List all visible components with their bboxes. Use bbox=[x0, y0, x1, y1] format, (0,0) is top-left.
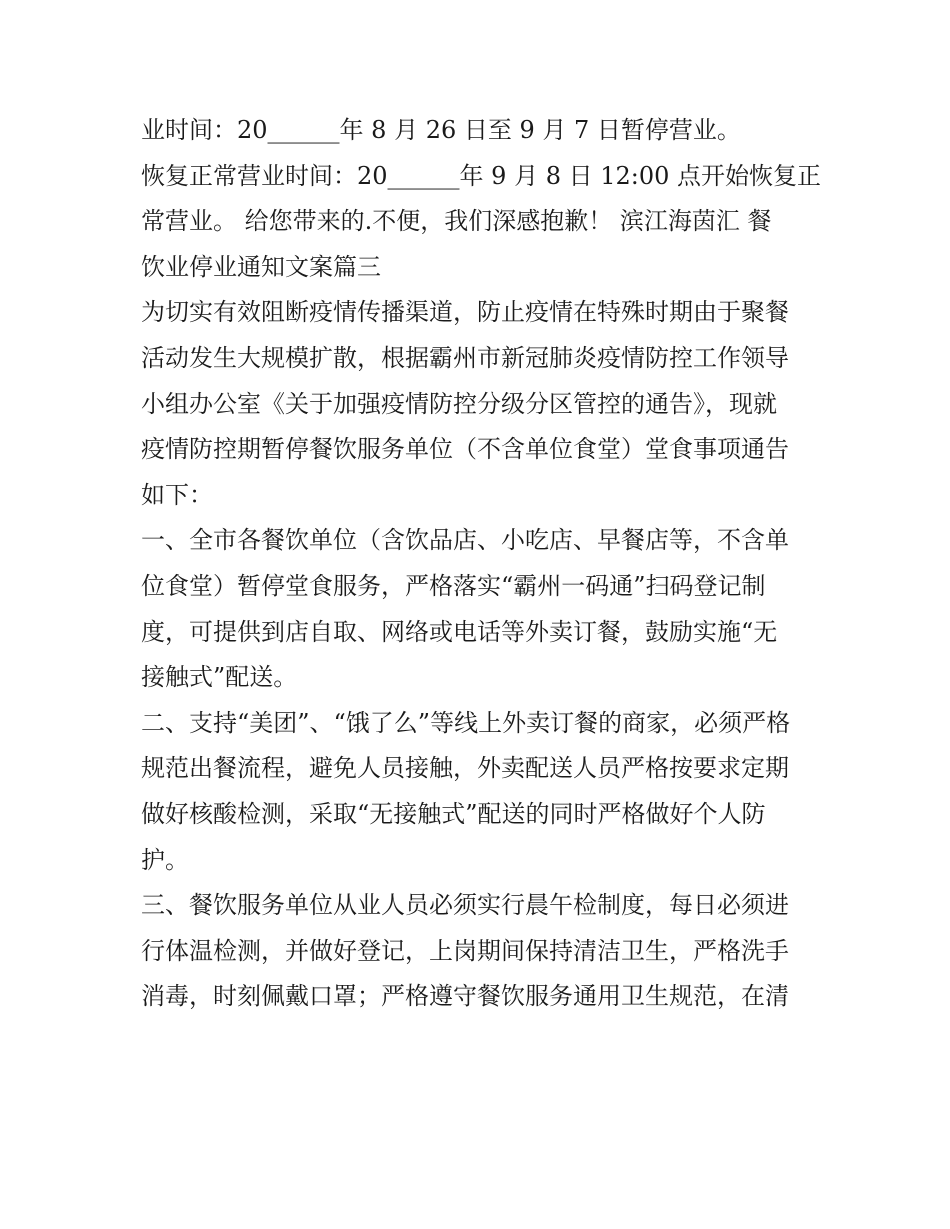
text-line: 度，可提供到店自取、网络或电话等外卖订餐，鼓励实施“无 bbox=[141, 617, 778, 646]
text-line: 消毒，时刻佩戴口罩；严格遵守餐饮服务通用卫生规范，在清 bbox=[141, 982, 789, 1011]
text-line: 如下： bbox=[141, 480, 213, 509]
text-line: 位食堂）暂停堂食服务，严格落实“霸州一码通”扫码登记制 bbox=[141, 571, 766, 600]
text-line: 行体温检测，并做好登记，上岗期间保持清洁卫生，严格洗手 bbox=[141, 936, 789, 965]
text-line: 规范出餐流程，避免人员接触，外卖配送人员严格按要求定期 bbox=[141, 754, 789, 783]
text-line: 一、全市各餐饮单位（含饮品店、小吃店、早餐店等，不含单 bbox=[141, 526, 789, 555]
text-line: 常营业。 给您带来的.不便，我们深感抱歉！ 滨江海茵汇 餐 bbox=[141, 207, 772, 236]
text-line: 恢复正常营业时间：20______年 9 月 8 日 12:00 点开始恢复正 bbox=[141, 161, 822, 190]
text-line: 疫情防控期暂停餐饮服务单位（不含单位食堂）堂食事项通告 bbox=[141, 435, 789, 464]
section-heading: 饮业停业通知文案篇三 bbox=[141, 252, 381, 281]
text-line: 二、支持“美团”、“饿了么”等线上外卖订餐的商家，必须严格 bbox=[141, 708, 791, 737]
document-body bbox=[141, 108, 821, 1020]
text-line: 为切实有效阻断疫情传播渠道，防止疫情在特殊时期由于聚餐 bbox=[141, 298, 789, 327]
text-line: 做好核酸检测，采取“无接触式”配送的同时严格做好个人防 bbox=[141, 799, 766, 828]
text-line: 护。 bbox=[141, 845, 189, 874]
text-line: 活动发生大规模扩散，根据霸州市新冠肺炎疫情防控工作领导 bbox=[141, 343, 789, 372]
text-line: 三、餐饮服务单位从业人员必须实行晨午检制度，每日必须进 bbox=[141, 891, 789, 920]
text-line: 业时间：20______年 8 月 26 日至 9 月 7 日暂停营业。 bbox=[141, 116, 741, 144]
text-line: 小组办公室《关于加强疫情防控分级分区管控的通告》，现就 bbox=[141, 389, 777, 418]
text-line: 接触式”配送。 bbox=[141, 663, 298, 692]
